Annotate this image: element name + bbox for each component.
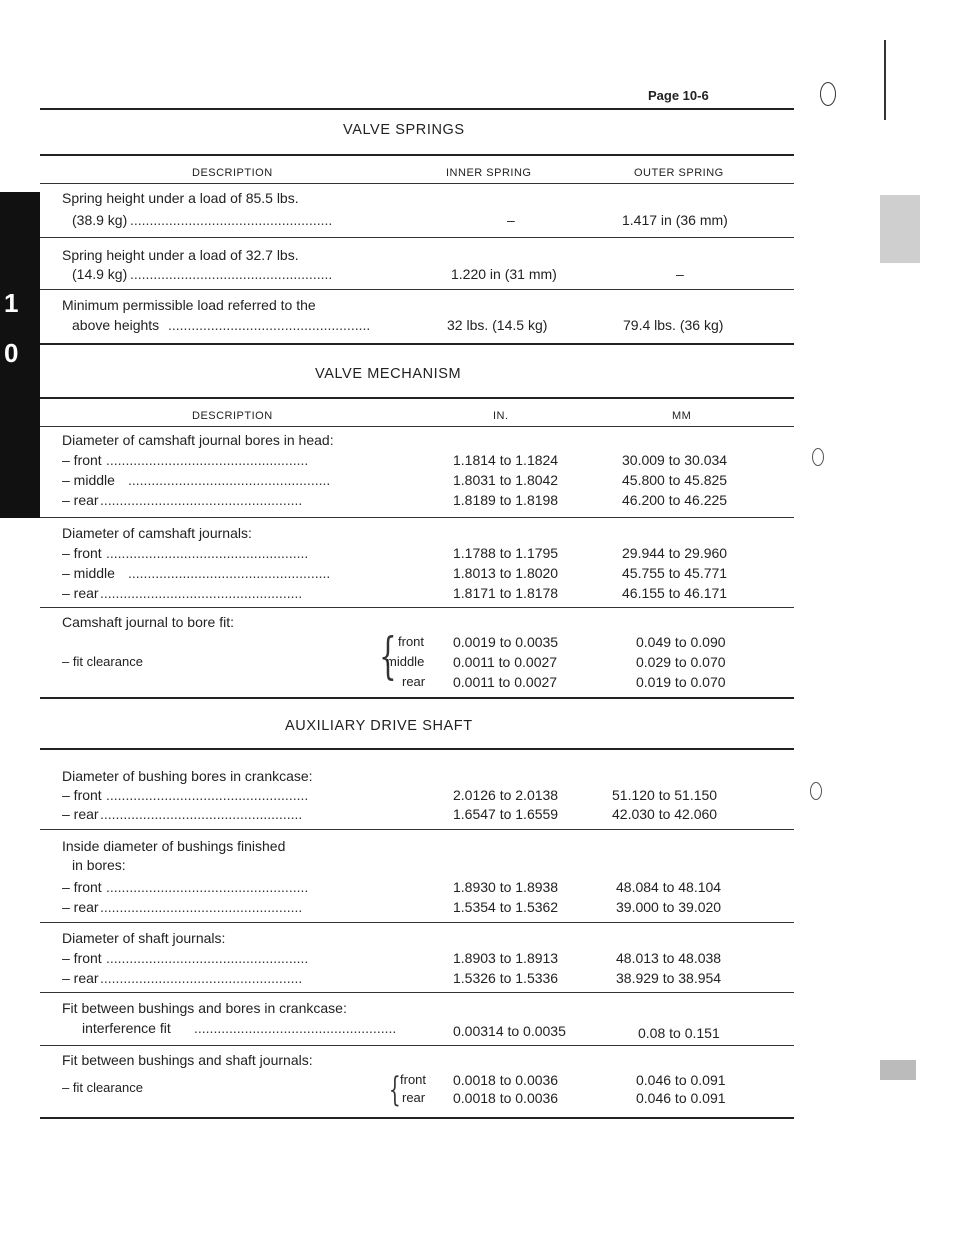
- item-label: – fit clearance: [62, 1080, 143, 1095]
- value-mm: 42.030 to 42.060: [612, 806, 718, 822]
- group-title: in bores:: [72, 857, 126, 873]
- group-title: Diameter of camshaft journals:: [62, 525, 252, 541]
- dot-leader: ....................................................: [100, 492, 303, 508]
- value-mm: 46.155 to 46.171: [622, 585, 728, 601]
- item-label: – front: [62, 452, 102, 468]
- item-label: – rear: [62, 806, 99, 822]
- column-header-mm: MM: [672, 410, 692, 422]
- column-header-in: IN.: [493, 410, 509, 422]
- item-label: – rear: [62, 585, 99, 601]
- value-in: 0.0019 to 0.0035: [453, 634, 559, 650]
- dot-leader: ....................................................: [106, 950, 309, 966]
- dot-leader: ....................................................: [106, 787, 309, 803]
- item-label: – front: [62, 787, 102, 803]
- value-mm: 39.000 to 39.020: [616, 899, 722, 915]
- value-in: 0.0018 to 0.0036: [453, 1072, 559, 1088]
- section-end-rule: [40, 697, 794, 699]
- section-title-auxiliary-drive-shaft: AUXILIARY DRIVE SHAFT: [285, 718, 473, 734]
- spec-value-inner: –: [507, 212, 515, 228]
- row-divider: [40, 289, 794, 290]
- section-rule: [40, 154, 794, 156]
- value-mm: 29.944 to 29.960: [622, 545, 728, 561]
- column-header-description: DESCRIPTION: [192, 167, 273, 179]
- value-mm: 46.200 to 46.225: [622, 492, 728, 508]
- value-mm: 0.08 to 0.151: [638, 1025, 720, 1041]
- section-rule: [40, 748, 794, 750]
- sub-label: middle: [386, 654, 425, 669]
- row-divider: [40, 607, 794, 608]
- value-mm: 0.029 to 0.070: [636, 654, 726, 670]
- row-divider: [40, 992, 794, 993]
- value-in: 1.8189 to 1.8198: [453, 492, 559, 508]
- group-title: Diameter of bushing bores in crankcase:: [62, 768, 313, 784]
- spec-value-outer: 1.417 in (36 mm): [622, 212, 728, 228]
- item-label: – rear: [62, 492, 99, 508]
- dot-leader: ....................................................: [100, 899, 303, 915]
- punch-hole-icon: [812, 448, 824, 466]
- item-label: – fit clearance: [62, 654, 143, 669]
- dot-leader: ....................................................: [100, 970, 303, 986]
- dot-leader: ....................................................: [100, 585, 303, 601]
- spec-label: Minimum permissible load referred to the: [62, 297, 316, 313]
- value-in: 1.1788 to 1.1795: [453, 545, 559, 561]
- value-mm: 38.929 to 38.954: [616, 970, 722, 986]
- row-divider: [40, 1045, 794, 1046]
- spec-label: (14.9 kg): [72, 266, 128, 282]
- group-title: Inside diameter of bushings finished: [62, 838, 286, 854]
- row-divider: [40, 517, 794, 518]
- punch-hole-icon: [820, 82, 836, 106]
- row-divider: [40, 922, 794, 923]
- spec-label: Spring height under a load of 32.7 lbs.: [62, 247, 299, 263]
- value-mm: 45.755 to 45.771: [622, 565, 728, 581]
- header-underline: [40, 426, 794, 427]
- row-divider: [40, 237, 794, 238]
- value-in: 2.0126 to 2.0138: [453, 787, 559, 803]
- dot-leader: ....................................................: [106, 879, 309, 895]
- group-title: Diameter of shaft journals:: [62, 930, 226, 946]
- group-title: Fit between bushings and shaft journals:: [62, 1052, 313, 1068]
- sub-label: rear: [402, 674, 426, 689]
- dot-leader: ....................................................: [100, 806, 303, 822]
- chapter-tab-digit: 1: [4, 288, 19, 318]
- dot-leader: ....................................................: [106, 545, 309, 561]
- punch-hole-icon: [810, 782, 822, 800]
- value-mm: 0.046 to 0.091: [636, 1090, 726, 1106]
- item-label: – rear: [62, 970, 99, 986]
- spec-value-outer: 79.4 lbs. (36 kg): [623, 317, 724, 333]
- column-header-inner-spring: INNER SPRING: [446, 167, 532, 179]
- value-in: 1.8903 to 1.8913: [453, 950, 559, 966]
- item-label: interference fit: [82, 1020, 171, 1036]
- section-end-rule: [40, 343, 794, 345]
- value-mm: 45.800 to 45.825: [622, 472, 728, 488]
- row-divider: [40, 829, 794, 830]
- header-rule: [40, 108, 794, 110]
- group-title: Diameter of camshaft journal bores in head:: [62, 432, 334, 448]
- group-title: Fit between bushings and bores in crankcase:: [62, 1000, 347, 1016]
- value-in: 1.5326 to 1.5336: [453, 970, 559, 986]
- value-in: 1.1814 to 1.1824: [453, 452, 559, 468]
- dot-leader: ....................................................: [194, 1020, 397, 1036]
- value-in: 1.8171 to 1.8178: [453, 585, 559, 601]
- dot-leader: ....................................................: [130, 266, 333, 282]
- binding-edge: [884, 40, 886, 120]
- value-mm: 0.019 to 0.070: [636, 674, 726, 690]
- item-label: – front: [62, 950, 102, 966]
- value-mm: 48.013 to 48.038: [616, 950, 722, 966]
- dot-leader: ....................................................: [106, 452, 309, 468]
- value-in: 0.0011 to 0.0027: [453, 674, 558, 690]
- value-in: 1.8930 to 1.8938: [453, 879, 559, 895]
- value-mm: 0.046 to 0.091: [636, 1072, 726, 1088]
- group-title: Camshaft journal to bore fit:: [62, 614, 234, 630]
- value-mm: 51.120 to 51.150: [612, 787, 718, 803]
- item-label: – middle: [62, 472, 115, 488]
- spec-label: above heights: [72, 317, 160, 333]
- dot-leader: ....................................................: [128, 565, 331, 581]
- dot-leader: ....................................................: [130, 212, 333, 228]
- value-in: 0.00314 to 0.0035: [453, 1023, 566, 1039]
- column-header-description: DESCRIPTION: [192, 410, 273, 422]
- chapter-tab-digit: 0: [4, 338, 19, 368]
- spec-label: (38.9 kg): [72, 212, 128, 228]
- item-label: – rear: [62, 899, 99, 915]
- spec-value-inner: 32 lbs. (14.5 kg): [447, 317, 548, 333]
- section-title-valve-mechanism: VALVE MECHANISM: [315, 366, 462, 382]
- brace-icon: {: [388, 1070, 401, 1110]
- header-underline: [40, 183, 794, 184]
- sub-label: front: [400, 1072, 427, 1087]
- value-in: 1.8031 to 1.8042: [453, 472, 559, 488]
- item-label: – middle: [62, 565, 115, 581]
- section-rule: [40, 397, 794, 399]
- spec-label: Spring height under a load of 85.5 lbs.: [62, 190, 299, 206]
- item-label: – front: [62, 545, 102, 561]
- page-number: Page 10-6: [648, 88, 709, 103]
- binding-edge-mark: [880, 1060, 916, 1080]
- dot-leader: ....................................................: [128, 472, 331, 488]
- value-in: 1.6547 to 1.6559: [453, 806, 559, 822]
- spec-value-inner: 1.220 in (31 mm): [451, 266, 557, 282]
- value-mm: 30.009 to 30.034: [622, 452, 728, 468]
- brace-icon: {: [379, 627, 397, 685]
- value-in: 1.5354 to 1.5362: [453, 899, 559, 915]
- dot-leader: ....................................................: [168, 317, 371, 333]
- section-end-rule: [40, 1117, 794, 1119]
- value-in: 0.0011 to 0.0027: [453, 654, 558, 670]
- value-in: 1.8013 to 1.8020: [453, 565, 559, 581]
- value-in: 0.0018 to 0.0036: [453, 1090, 559, 1106]
- value-mm: 0.049 to 0.090: [636, 634, 726, 650]
- binding-edge-mark: [880, 195, 920, 263]
- sub-label: front: [398, 634, 425, 649]
- section-title-valve-springs: VALVE SPRINGS: [343, 122, 465, 138]
- sub-label: rear: [402, 1090, 426, 1105]
- column-header-outer-spring: OUTER SPRING: [634, 167, 724, 179]
- value-mm: 48.084 to 48.104: [616, 879, 722, 895]
- spec-value-outer: –: [676, 266, 684, 282]
- item-label: – front: [62, 879, 102, 895]
- chapter-tab: [0, 192, 40, 518]
